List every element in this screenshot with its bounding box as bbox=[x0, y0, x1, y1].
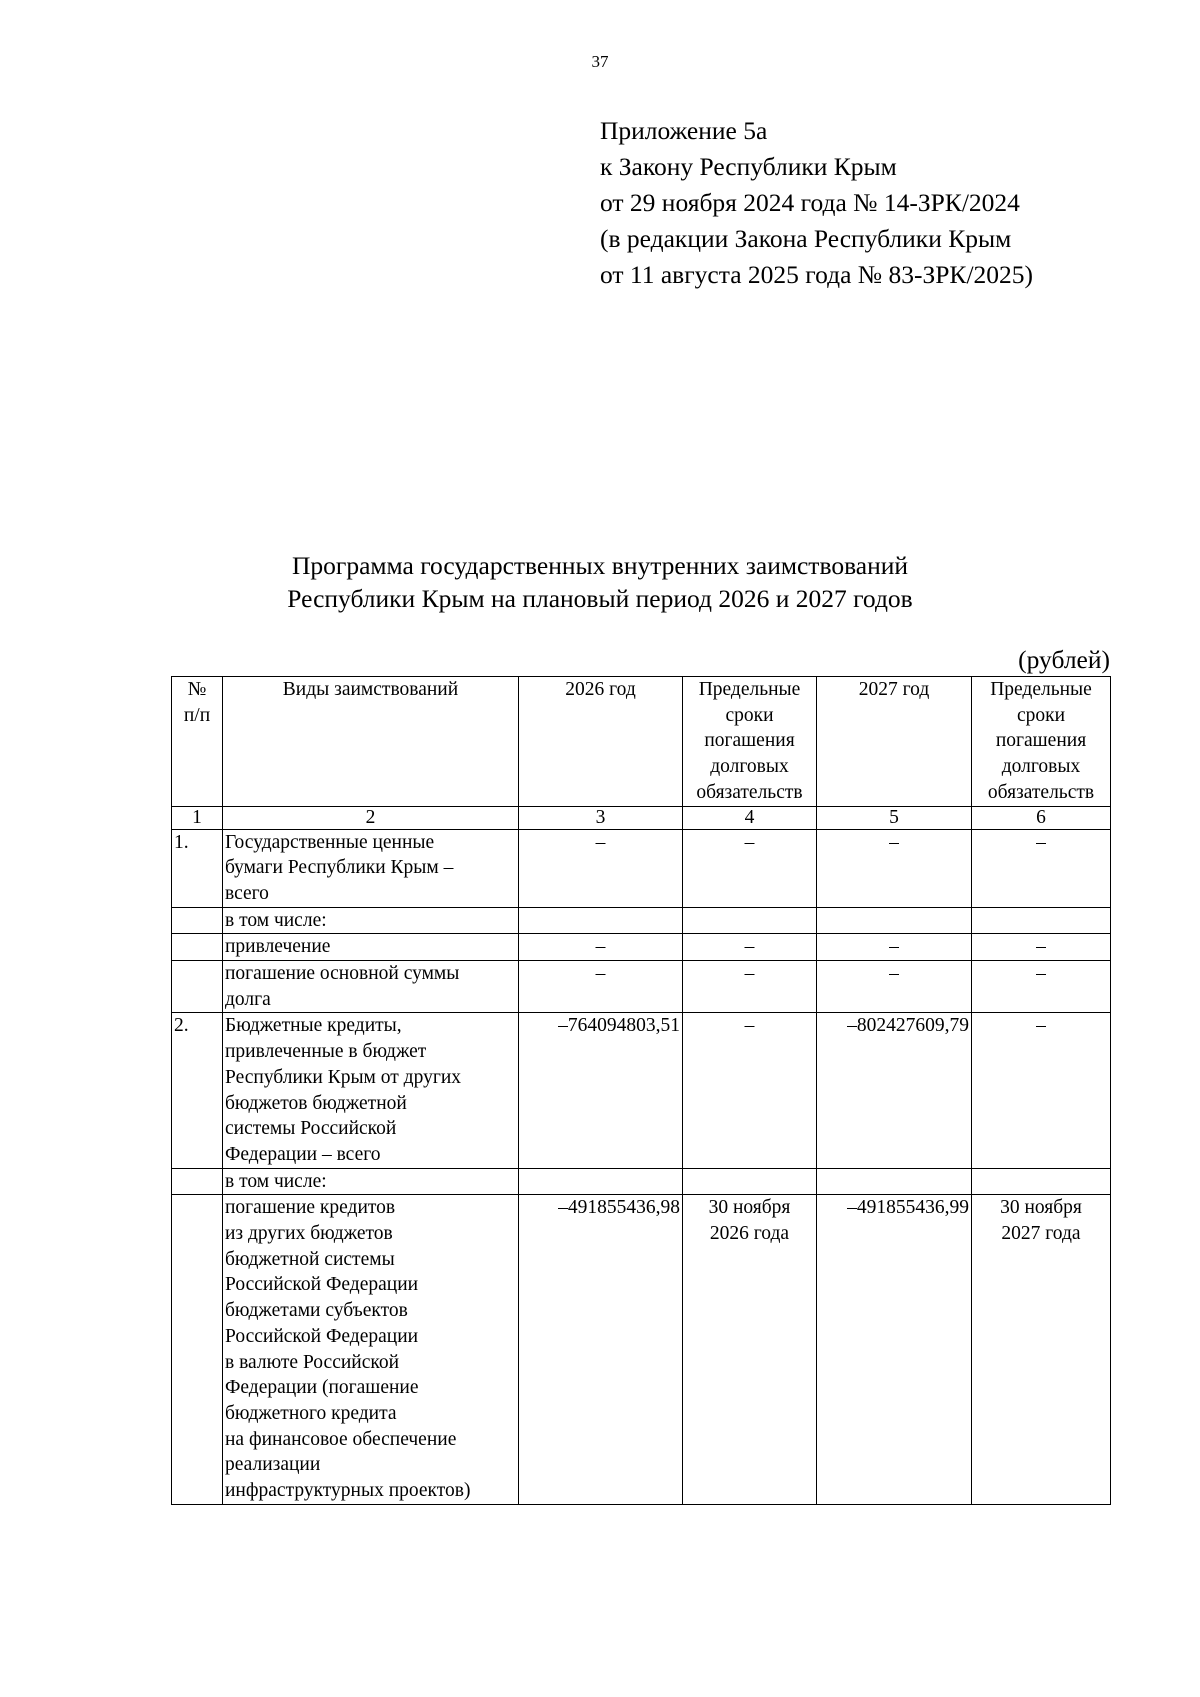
appendix-line: (в редакции Закона Республики Крым bbox=[600, 224, 1012, 253]
table-row bbox=[172, 934, 1111, 961]
header-text: обязательств bbox=[987, 781, 1095, 803]
borrowing-type-line: бюджетов бюджетной bbox=[225, 1092, 407, 1114]
row-number: 1. bbox=[172, 829, 223, 907]
appendix-reference bbox=[600, 113, 1033, 293]
amount-2026: – bbox=[519, 961, 683, 1013]
term-line: 2026 года bbox=[709, 1223, 790, 1245]
borrowing-type-line: в том числе: bbox=[225, 1170, 327, 1192]
header-text: погашения bbox=[995, 730, 1087, 752]
header-term-2027 bbox=[972, 677, 1111, 807]
term-2026: – bbox=[683, 829, 817, 907]
term-2027 bbox=[972, 907, 1111, 934]
header-2026 bbox=[519, 677, 683, 807]
amount-2027 bbox=[817, 907, 972, 934]
borrowing-type-line: долга bbox=[225, 988, 271, 1010]
header-borrowing-type bbox=[223, 677, 519, 807]
term-2026: – bbox=[683, 961, 817, 1013]
table-row bbox=[172, 1013, 1111, 1168]
borrowing-type-line: бумаги Республики Крым – bbox=[225, 857, 454, 879]
header-text: долговых bbox=[1001, 756, 1081, 778]
term-line: 2027 года bbox=[1001, 1223, 1081, 1245]
column-number: 2 bbox=[223, 806, 519, 829]
header-text: сроки bbox=[725, 704, 774, 726]
borrowing-type-line: погашение кредитов bbox=[225, 1197, 396, 1219]
borrowing-type-line: Государственные ценные bbox=[225, 831, 435, 853]
borrowing-type-line: на финансовое обеспечение bbox=[225, 1428, 457, 1450]
header-num bbox=[172, 677, 223, 807]
term-2026: – bbox=[683, 934, 817, 961]
borrowing-type-line: привлеченные в бюджет bbox=[225, 1041, 427, 1063]
header-text: п/п bbox=[183, 704, 211, 726]
header-text: 2027 год bbox=[858, 679, 930, 700]
row-number bbox=[172, 934, 223, 961]
table-row bbox=[172, 1195, 1111, 1504]
borrowing-type-line: системы Российской bbox=[225, 1118, 397, 1140]
term-2027: – bbox=[972, 829, 1111, 907]
appendix-line: от 11 августа 2025 года № 83-ЗРК/2025) bbox=[600, 260, 1034, 289]
table-row bbox=[172, 1168, 1111, 1195]
borrowing-type-line: привлечение bbox=[225, 936, 331, 958]
borrowing-type-line: погашение основной суммы bbox=[225, 963, 460, 985]
table-row bbox=[172, 961, 1111, 1013]
column-numbers-row bbox=[172, 806, 1111, 829]
amount-2027: – bbox=[817, 934, 972, 961]
term-2027 bbox=[972, 1195, 1111, 1504]
header-text: погашения bbox=[704, 730, 795, 752]
term-2027 bbox=[972, 1168, 1111, 1195]
column-number: 5 bbox=[817, 806, 972, 829]
borrowing-type-line: всего bbox=[225, 882, 269, 904]
amount-2026: – bbox=[519, 829, 683, 907]
borrowing-type-line: бюджетной системы bbox=[225, 1248, 395, 1270]
header-text: сроки bbox=[1016, 704, 1066, 726]
borrowing-type-line: бюджетами субъектов bbox=[225, 1300, 408, 1322]
header-text: Предельные bbox=[698, 679, 801, 700]
borrowing-type-line: из других бюджетов bbox=[225, 1223, 393, 1245]
amount-2027: – bbox=[817, 961, 972, 1013]
borrowing-type-line: реализации bbox=[225, 1454, 321, 1476]
row-number bbox=[172, 1168, 223, 1195]
amount-2027: – bbox=[817, 829, 972, 907]
term-2026 bbox=[683, 1195, 817, 1504]
appendix-line: от 29 ноября 2024 года № 14-ЗРК/2024 bbox=[600, 188, 1020, 217]
borrowing-type-line: Федерации (погашение bbox=[225, 1377, 419, 1399]
borrowing-type bbox=[223, 1168, 519, 1195]
borrowing-type-line: Российской Федерации bbox=[225, 1325, 419, 1347]
borrowing-type bbox=[223, 961, 519, 1013]
row-number: 2. bbox=[172, 1013, 223, 1168]
table-header-row bbox=[172, 677, 1111, 807]
column-number: 6 bbox=[972, 806, 1111, 829]
header-text: долговых bbox=[710, 756, 789, 778]
term-line: 30 ноября bbox=[708, 1197, 791, 1219]
term-2026: – bbox=[683, 1013, 817, 1168]
row-number bbox=[172, 961, 223, 1013]
header-2027 bbox=[817, 677, 972, 807]
header-text: Виды заимствований bbox=[282, 679, 459, 700]
header-text: Предельные bbox=[990, 679, 1092, 700]
row-number bbox=[172, 1195, 223, 1504]
term-2026 bbox=[683, 1168, 817, 1195]
amount-2026 bbox=[519, 907, 683, 934]
row-number bbox=[172, 907, 223, 934]
document-title-line: Программа государственных внутренних заимствований bbox=[291, 551, 909, 580]
borrowing-type bbox=[223, 1195, 519, 1504]
document-title-line: Республики Крым на плановый период 2026 и 2027 годов bbox=[287, 584, 913, 613]
borrowing-type-line: Республики Крым от других bbox=[225, 1066, 462, 1088]
borrowing-type bbox=[223, 1013, 519, 1168]
amount-2027: –491855436,99 bbox=[817, 1195, 972, 1504]
column-number: 3 bbox=[519, 806, 683, 829]
table-row bbox=[172, 907, 1111, 934]
appendix-line: Приложение 5а bbox=[600, 116, 768, 145]
amount-2026 bbox=[519, 1168, 683, 1195]
borrowing-type-line: Российской Федерации bbox=[225, 1274, 419, 1296]
term-2026 bbox=[683, 907, 817, 934]
header-text: обязательств bbox=[696, 781, 803, 803]
term-2027: – bbox=[972, 934, 1111, 961]
borrowing-type bbox=[223, 934, 519, 961]
amount-2026: – bbox=[519, 934, 683, 961]
borrowings-table bbox=[171, 676, 1111, 1505]
amount-2026: –764094803,51 bbox=[519, 1013, 683, 1168]
page-number: 37 bbox=[591, 52, 609, 71]
borrowing-type-line: в валюте Российской bbox=[225, 1351, 400, 1373]
appendix-line: к Закону Республики Крым bbox=[600, 152, 897, 181]
header-text: № bbox=[187, 679, 207, 700]
borrowing-type-line: бюджетного кредита bbox=[225, 1402, 397, 1424]
amount-2026: –491855436,98 bbox=[519, 1195, 683, 1504]
units-label: (рублей) bbox=[1018, 645, 1110, 674]
header-term-2026 bbox=[683, 677, 817, 807]
document-title bbox=[0, 549, 1200, 615]
amount-2027 bbox=[817, 1168, 972, 1195]
term-line: 30 ноября bbox=[1000, 1197, 1082, 1219]
borrowing-type-line: Бюджетные кредиты, bbox=[225, 1015, 402, 1037]
header-text: 2026 год bbox=[565, 679, 636, 700]
borrowing-type bbox=[223, 829, 519, 907]
term-2027: – bbox=[972, 1013, 1111, 1168]
borrowing-type-line: инфраструктурных проектов) bbox=[225, 1480, 471, 1502]
borrowing-type-line: Федерации – всего bbox=[225, 1143, 381, 1165]
column-number: 4 bbox=[683, 806, 817, 829]
borrowing-type-line: в том числе: bbox=[225, 909, 327, 931]
borrowing-type bbox=[223, 907, 519, 934]
table-row bbox=[172, 829, 1111, 907]
term-2027: – bbox=[972, 961, 1111, 1013]
amount-2027: –802427609,79 bbox=[817, 1013, 972, 1168]
column-number: 1 bbox=[172, 806, 223, 829]
